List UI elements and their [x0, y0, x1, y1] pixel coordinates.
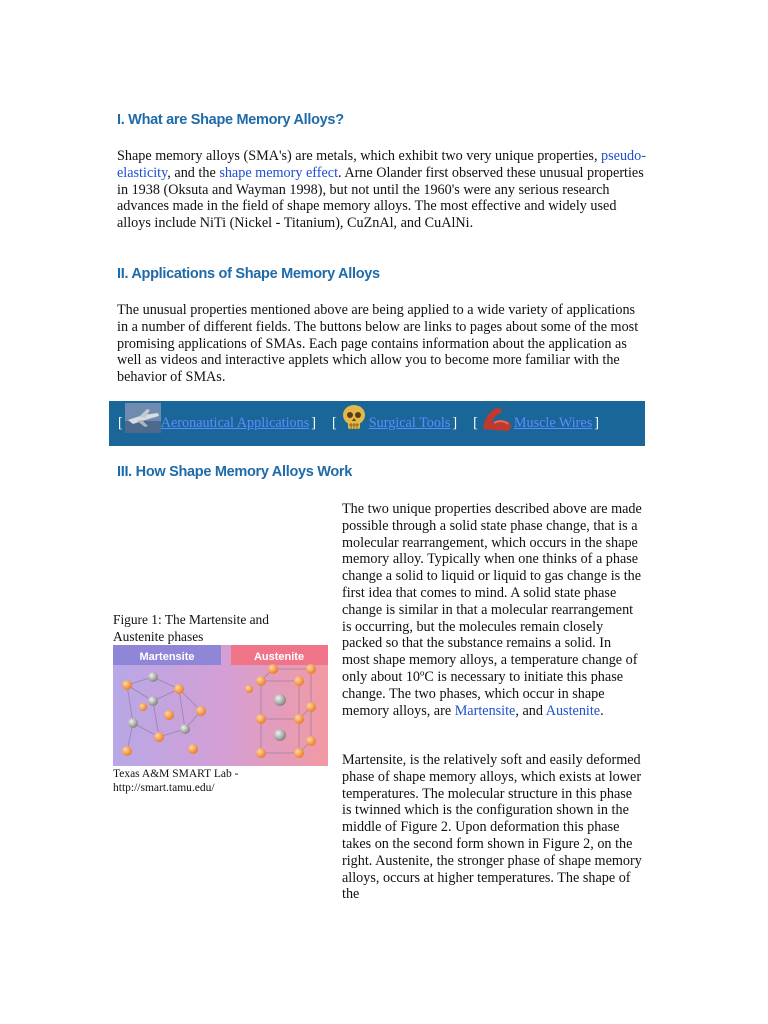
nav-bracket-close: ] [311, 415, 317, 431]
aeronautical-applications-link[interactable]: Aeronautical Applications [160, 415, 310, 431]
skull-icon[interactable] [339, 403, 369, 438]
austenite-label: Austenite [253, 651, 305, 663]
pseudo-elasticity-link[interactable]: pseudo-elasticity [117, 148, 646, 181]
jet-icon[interactable] [125, 403, 161, 438]
martensite-austenite-figure [113, 645, 328, 766]
section-heading-applications: II. Applications of Shape Memory Alloys [117, 266, 380, 282]
intro-text-start: Shape memory alloys (SMA's) are metals, which exhibit two very unique properties, [117, 148, 598, 164]
applications-nav-bar [109, 401, 645, 446]
intro-paragraph [117, 148, 647, 232]
phase-text-end: . [600, 702, 604, 719]
austenite-link[interactable]: Austenite [545, 702, 601, 719]
shape-memory-effect-link[interactable]: shape memory effect [219, 164, 339, 181]
phase-text-mid: , and [515, 702, 543, 719]
nav-bracket-close: ] [594, 415, 599, 431]
nav-bracket-open: [ [473, 415, 478, 431]
nav-bracket-open: [ [332, 415, 337, 431]
intro-text-mid: , and the [167, 164, 216, 181]
martensite-label: Martensite [139, 651, 195, 663]
section-heading-what-are-sma: I. What are Shape Memory Alloys? [117, 112, 344, 128]
surgical-tools-link[interactable]: Surgical Tools [368, 415, 451, 431]
figure-source: Texas A&M SMART Lab - http://smart.tamu.edu/ [113, 768, 239, 794]
martensite-paragraph: Martensite, is the relatively soft and easily deformed phase of shape memory alloys, which exists at lower temperatures. The molecular structure in this phase is twinned which is the configuration shown in the middle of Figure 2. Upon deformation this phase takes on the second form shown in Figure 2, on the right. Austenite, the stronger phase of shape memory alloys, occurs at higher temperatures. The shape of the [342, 752, 642, 903]
phase-text: The two unique properties described above are made possible through a solid state phase change, that is a molecular rearrangement, which occurs in the shape memory alloy. Typically when one thinks of a phase change a solid to liquid or liquid to gas change is the first idea that comes to mind. A solid state phase change is similar in that a molecular rearrangement is occurring, but the molecules remain closely packed so that the substance remains a solid. In most shape memory alloys, a temperature change of only about 10ºC is necessary to initiate this phase change. The two phases, which occur in shape memory alloys, are [342, 501, 642, 719]
phase-change-paragraph [342, 501, 642, 719]
nav-bracket-close: ] [452, 415, 458, 431]
nav-bracket-open: [ [118, 415, 123, 431]
applications-paragraph: The unusual properties mentioned above are being applied to a wide variety of applications in a number of different fields. The buttons below are links to pages about some of the most promising applications of SMAs. Each page contains information about the application as well as videos and interactive applets which allow you to become more familiar with the behavior of SMAs. [117, 302, 639, 386]
intro-text-end: . Arne Olander first observed these unusual properties in 1938 (Oksuta and Wayman 1998), but not until the 1960's were any serious research advances made in the field of shape memory alloys. The most effective and widely used alloys include NiTi (Nickel - Titanium), CuZnAl, and CuAlNi. [117, 164, 644, 232]
flexed-arm-icon[interactable] [480, 403, 514, 438]
figure-caption: Figure 1: The Martensite and Austenite phases [113, 612, 269, 644]
muscle-wires-link[interactable]: Muscle Wires [513, 415, 593, 431]
martensite-link[interactable]: Martensite [454, 702, 516, 719]
section-heading-how-sma-work: III. How Shape Memory Alloys Work [117, 464, 353, 480]
